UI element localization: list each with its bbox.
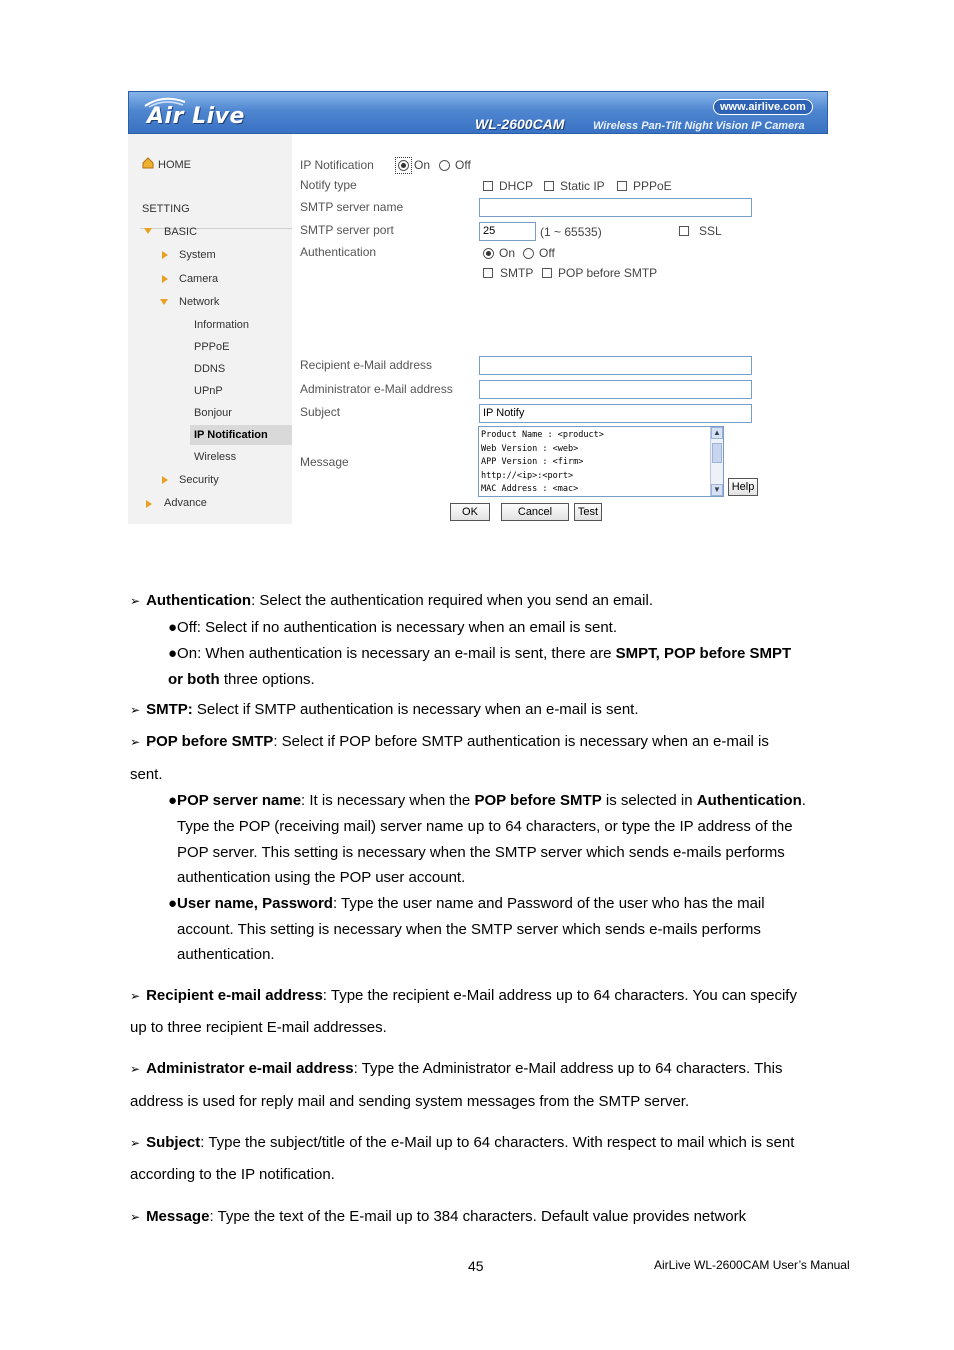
collapsed-arrow-icon <box>162 275 168 283</box>
term: Authentication <box>146 592 252 609</box>
authentication-paragraph <box>130 591 653 611</box>
recipient-paragraph-cont: up to three recipient E-mail addresses. <box>130 1019 387 1036</box>
airlive-logo: Air Live <box>147 104 245 129</box>
pop-server-name-paragraph <box>168 791 806 811</box>
recipient-email-label: Recipient e-Mail address <box>300 358 433 372</box>
recipient-paragraph <box>130 986 797 1006</box>
smtp-paragraph <box>130 700 639 720</box>
text: Select if SMTP authentication is necessary when an e-mail is sent. <box>192 701 639 718</box>
sidebar-item-security[interactable]: Security <box>179 474 219 486</box>
smtp-auth-checkbox[interactable] <box>483 268 493 278</box>
auth-on-label: On <box>499 246 516 260</box>
test-button[interactable]: Test <box>574 503 602 521</box>
auth-off-description: ●Off: Select if no authentication is necessary when an email is sent. <box>168 619 618 636</box>
pop-before-smtp-paragraph-cont: sent. <box>130 766 163 783</box>
text: : Type the text of the E-mail up to 384 characters. Default value provides network <box>209 1208 747 1225</box>
bullet-arrow-icon: ➢ <box>130 735 141 749</box>
bullet-arrow-icon: ➢ <box>130 1062 141 1076</box>
dhcp-checkbox[interactable] <box>483 181 493 191</box>
subject-input[interactable]: IP Notify <box>479 404 752 423</box>
sidebar-item-wireless[interactable]: Wireless <box>194 451 237 463</box>
sidebar-item-ip-notification[interactable]: IP Notification <box>190 425 292 445</box>
message-textarea[interactable] <box>478 426 724 497</box>
sidebar-item-basic[interactable]: BASIC <box>164 226 198 238</box>
notify-type-label: Notify type <box>300 178 357 192</box>
smtp-server-name-label: SMTP server name <box>300 200 404 214</box>
dhcp-label: DHCP <box>499 179 534 193</box>
term: POP before SMTP <box>146 733 274 750</box>
pppoe-checkbox[interactable] <box>617 181 627 191</box>
scroll-down-icon[interactable]: ▼ <box>711 484 723 496</box>
term: Message <box>146 1208 210 1225</box>
sidebar-item-bonjour[interactable]: Bonjour <box>194 407 232 419</box>
help-button[interactable]: Help <box>728 478 758 496</box>
bullet-arrow-icon: ➢ <box>130 703 141 717</box>
sidebar-item-upnp[interactable]: UPnP <box>194 385 223 397</box>
message-paragraph <box>130 1207 746 1227</box>
cancel-button[interactable]: Cancel <box>501 503 569 521</box>
sidebar-item-system[interactable]: System <box>179 249 216 261</box>
auth-on-radio[interactable] <box>483 248 494 259</box>
pop-before-smtp-paragraph <box>130 732 769 752</box>
bullet-arrow-icon: ➢ <box>130 1136 141 1150</box>
pppoe-label: PPPoE <box>633 179 672 193</box>
text: : Type the Administrator e-Mail address up to 64 characters. This <box>353 1060 783 1077</box>
term: Authentication <box>696 792 802 809</box>
term: Subject <box>146 1134 201 1151</box>
term: Administrator e-mail address <box>146 1060 354 1077</box>
authentication-label: Authentication <box>300 245 377 259</box>
expanded-arrow-icon <box>160 299 168 305</box>
sidebar-item-network[interactable]: Network <box>179 296 220 308</box>
message-scrollbar[interactable] <box>710 427 723 496</box>
ip-notification-form <box>292 134 828 524</box>
auth-on-description <box>168 644 791 664</box>
manual-title: AirLive WL-2600CAM User’s Manual <box>654 1258 850 1272</box>
sidebar-item-information[interactable]: Information <box>194 319 250 331</box>
text: ●On: When authentication is necessary an e-mail is sent, there are <box>168 645 616 662</box>
smtp-auth-label: SMTP <box>500 266 534 280</box>
message-label: Message <box>300 455 349 469</box>
auth-on-description-cont <box>168 670 315 690</box>
text: three options. <box>219 671 315 688</box>
ok-button[interactable]: OK <box>450 503 490 521</box>
term: ●POP server name <box>168 792 302 809</box>
sidebar-divider <box>140 228 292 229</box>
sidebar-item-ddns[interactable]: DDNS <box>194 363 226 375</box>
scroll-thumb[interactable] <box>712 443 722 463</box>
smtp-server-port-label: SMTP server port <box>300 223 394 237</box>
sidebar-item-home[interactable]: HOME <box>158 159 191 171</box>
administrator-email-label: Administrator e-Mail address <box>300 382 453 396</box>
port-range-hint: (1 ~ 65535) <box>540 225 602 239</box>
site-url-badge[interactable]: www.airlive.com <box>713 99 813 115</box>
user-name-password-line-3: authentication. <box>177 946 275 963</box>
collapsed-arrow-icon <box>162 251 168 259</box>
term: or both <box>168 671 220 688</box>
sidebar-item-camera[interactable]: Camera <box>179 273 219 285</box>
term: ●User name, Password <box>168 895 333 912</box>
static-ip-label: Static IP <box>560 179 605 193</box>
collapsed-arrow-icon <box>162 476 168 484</box>
home-icon <box>142 157 154 169</box>
product-tagline: Wireless Pan-Tilt Night Vision IP Camera <box>593 120 805 132</box>
text: : Type the subject/title of the e-Mail up to 64 characters. With respect to mail which is sent <box>200 1134 795 1151</box>
text: : Select the authentication required when you send an email. <box>251 592 653 609</box>
sidebar-item-pppoe[interactable]: PPPoE <box>194 341 230 353</box>
ip-notification-off-radio[interactable] <box>439 160 450 171</box>
text: : Type the user name and Password of the user who has the mail <box>332 895 765 912</box>
text: : Select if POP before SMTP authentication is necessary when an e-mail is <box>273 733 769 750</box>
text: . <box>801 792 806 809</box>
pop-server-name-line-2: Type the POP (receiving mail) server name up to 64 characters, or type the IP address of the <box>177 818 793 835</box>
text: : Type the recipient e-Mail address up to 64 characters. You can specify <box>322 987 797 1004</box>
header-banner <box>128 91 828 134</box>
term: SMPT, POP before SMPT <box>615 645 792 662</box>
term: Recipient e-mail address <box>146 987 323 1004</box>
sidebar-nav <box>128 134 292 524</box>
ip-notification-label: IP Notification <box>300 158 374 172</box>
bullet-arrow-icon: ➢ <box>130 594 141 608</box>
administrator-paragraph-cont: address is used for reply mail and sending system messages from the SMTP server. <box>130 1093 690 1110</box>
text: : It is necessary when the <box>301 792 475 809</box>
ssl-checkbox[interactable] <box>679 226 689 236</box>
scroll-up-icon[interactable]: ▲ <box>711 427 723 439</box>
user-name-password-paragraph <box>168 894 765 914</box>
recipient-email-input[interactable] <box>479 356 752 375</box>
message-text: Product Name : <product> Web Version : <web> APP Version : <firm> http://<ip>:<port> MAC Address : <mac> <box>481 430 604 494</box>
static-ip-checkbox[interactable] <box>544 181 554 191</box>
term: SMTP: <box>146 701 193 718</box>
ip-notification-off-label: Off <box>455 158 471 172</box>
bullet-arrow-icon: ➢ <box>130 989 141 1003</box>
expanded-arrow-icon <box>144 228 152 234</box>
bullet-arrow-icon: ➢ <box>130 1210 141 1224</box>
pop-server-name-line-3: POP server. This setting is necessary when the SMTP server which sends e-mails performs <box>177 844 785 861</box>
subject-paragraph <box>130 1133 794 1153</box>
collapsed-arrow-icon <box>146 500 152 508</box>
ip-notification-on-radio[interactable] <box>398 160 409 171</box>
model-name: WL-2600CAM <box>475 116 565 132</box>
auth-off-radio[interactable] <box>523 248 534 259</box>
camera-settings-screenshot <box>128 91 828 524</box>
ip-notification-on-label: On <box>414 158 431 172</box>
term: POP before SMTP <box>474 792 602 809</box>
pop-before-smtp-checkbox[interactable] <box>542 268 552 278</box>
administrator-paragraph <box>130 1059 782 1079</box>
subject-label: Subject <box>300 405 341 419</box>
page-number: 45 <box>468 1258 484 1274</box>
ssl-label: SSL <box>699 224 722 238</box>
sidebar-heading-setting: SETTING <box>142 203 190 215</box>
pop-server-name-line-4: authentication using the POP user account. <box>177 869 466 886</box>
sidebar-item-advance[interactable]: Advance <box>164 497 207 509</box>
subject-paragraph-cont: according to the IP notification. <box>130 1166 335 1183</box>
administrator-email-input[interactable] <box>479 380 752 399</box>
pop-before-smtp-label: POP before SMTP <box>558 266 658 280</box>
smtp-server-port-input[interactable]: 25 <box>479 222 536 241</box>
user-name-password-line-2: account. This setting is necessary when the SMTP server which sends e-mails performs <box>177 921 761 938</box>
text: is selected in <box>601 792 697 809</box>
auth-off-label: Off <box>539 246 555 260</box>
smtp-server-name-input[interactable] <box>479 198 752 217</box>
